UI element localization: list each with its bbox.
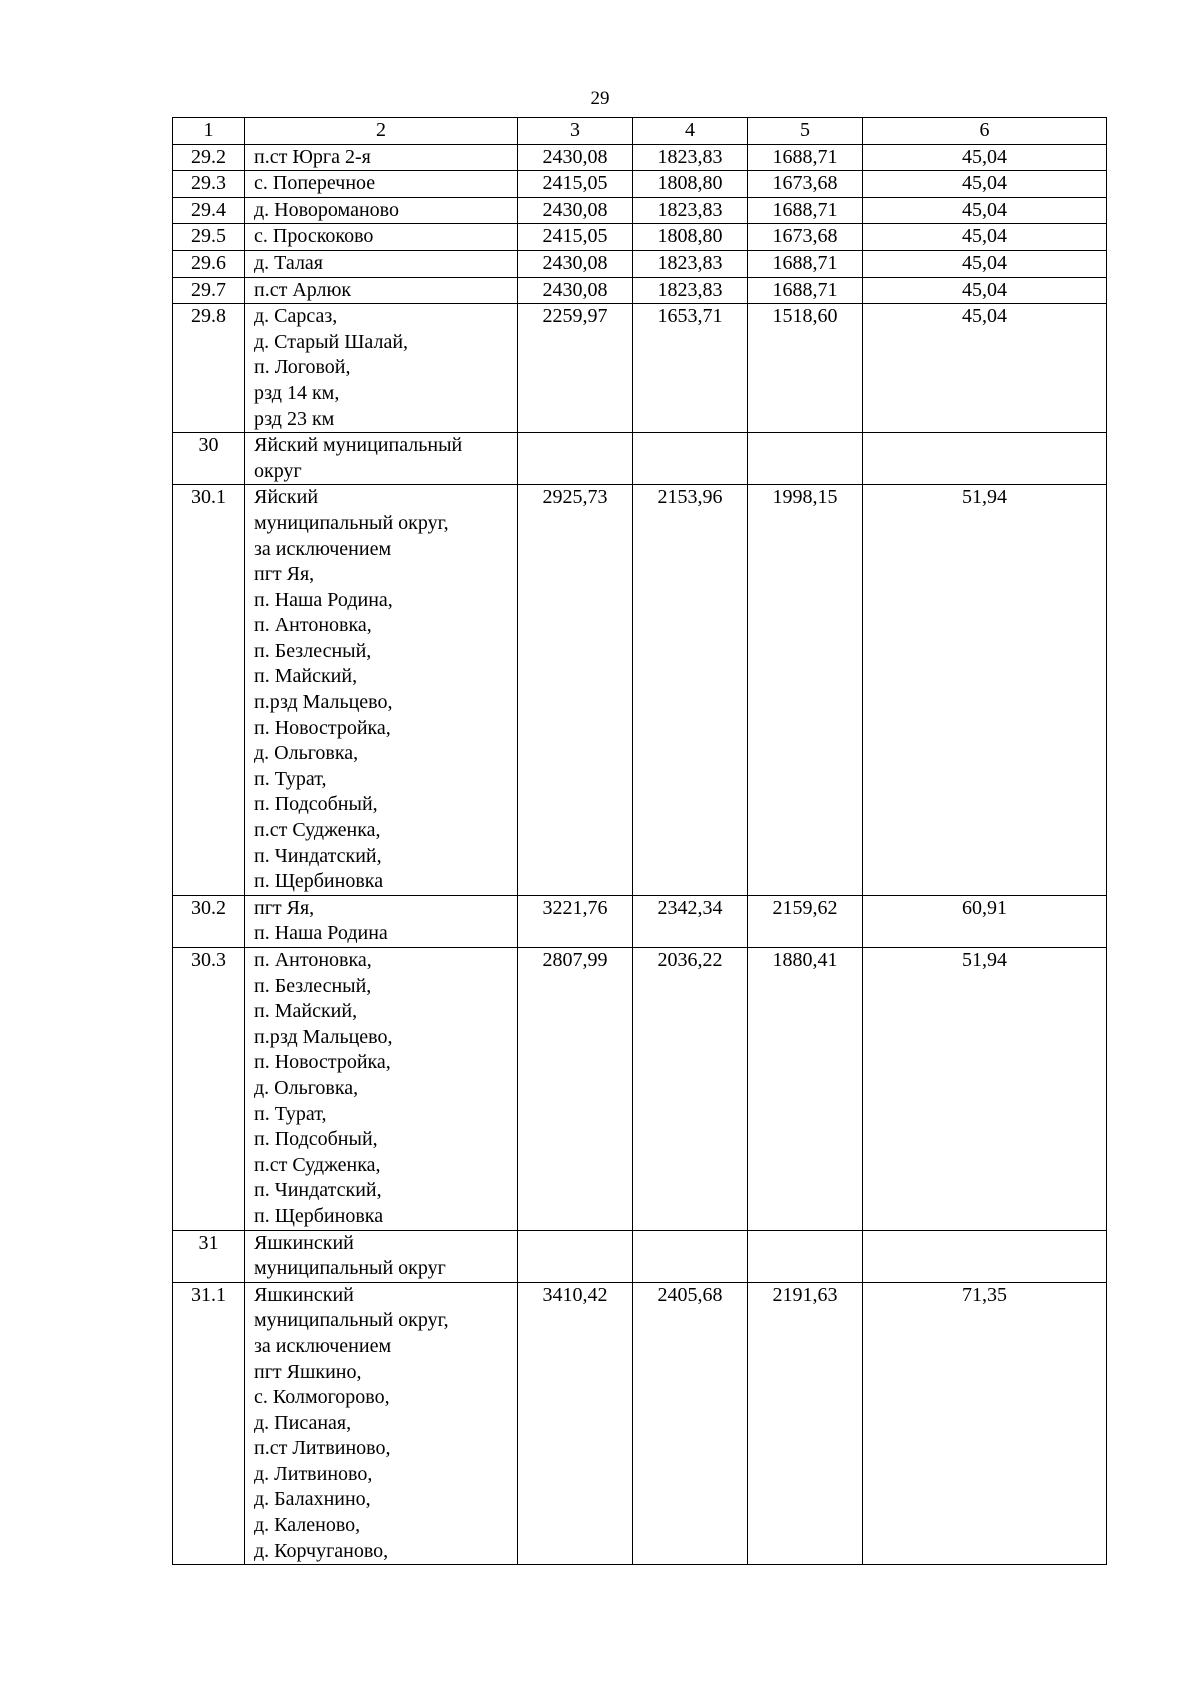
locality-line: Яшкинский	[254, 1231, 354, 1254]
value-cell-c6: 51,94	[863, 948, 1107, 1231]
table-row	[173, 433, 1107, 485]
value-cell-c6: 45,04	[863, 197, 1107, 224]
value-cell-c6: 71,35	[863, 1282, 1107, 1565]
value-cell-c5: 2159,62	[748, 895, 863, 947]
table-row	[173, 171, 1107, 198]
locality-line: п.ст Литвиново,	[254, 1437, 391, 1460]
table-row	[173, 485, 1107, 896]
row-number-cell: 29.8	[173, 304, 245, 433]
tariff-table	[172, 117, 1107, 1565]
value-cell-c3: 2430,08	[518, 250, 633, 277]
value-cell-c5: 1673,68	[748, 224, 863, 251]
locality-cell	[245, 144, 518, 171]
locality-line: за исключением	[254, 537, 392, 560]
locality-line: п. Наша Родина,	[254, 588, 393, 611]
column-header-3: 3	[518, 118, 633, 145]
value-cell-c5: 1688,71	[748, 144, 863, 171]
locality-line: п. Логовой,	[254, 356, 351, 379]
table-row	[173, 1230, 1107, 1282]
table-header-row	[173, 118, 1107, 145]
row-number-cell: 29.2	[173, 144, 245, 171]
table-row	[173, 277, 1107, 304]
locality-line: п. Турат,	[254, 1102, 327, 1125]
value-cell-c3: 2430,08	[518, 197, 633, 224]
locality-line: д. Ольговка,	[254, 1076, 359, 1099]
value-cell-c3: 2430,08	[518, 277, 633, 304]
table-row	[173, 1282, 1107, 1565]
table-row	[173, 224, 1107, 251]
value-cell-c5	[748, 433, 863, 485]
locality-line: д. Талая	[254, 251, 324, 274]
column-header-6: 6	[863, 118, 1107, 145]
locality-line: д. Новороманово	[254, 198, 399, 221]
locality-line: муниципальный округ,	[254, 1309, 449, 1332]
row-number-cell: 29.5	[173, 224, 245, 251]
locality-line: Яйский	[254, 486, 319, 509]
locality-cell	[245, 948, 518, 1231]
value-cell-c4	[633, 433, 748, 485]
locality-line: пгт Яя,	[254, 563, 315, 586]
locality-cell	[245, 895, 518, 947]
locality-line: п. Новостройка,	[254, 716, 391, 739]
locality-cell	[245, 1282, 518, 1565]
value-cell-c6	[863, 433, 1107, 485]
value-cell-c5: 1673,68	[748, 171, 863, 198]
locality-line: п. Подсобный,	[254, 1128, 378, 1151]
locality-cell	[245, 304, 518, 433]
locality-line: д. Ольговка,	[254, 742, 359, 765]
value-cell-c6: 45,04	[863, 277, 1107, 304]
locality-cell	[245, 485, 518, 896]
locality-line: п. Антоновка,	[254, 949, 372, 971]
value-cell-c5	[748, 1230, 863, 1282]
value-cell-c5: 1688,71	[748, 197, 863, 224]
value-cell-c5: 1998,15	[748, 485, 863, 896]
locality-cell	[245, 250, 518, 277]
value-cell-c6: 45,04	[863, 304, 1107, 433]
value-cell-c5: 1688,71	[748, 250, 863, 277]
value-cell-c3: 3221,76	[518, 895, 633, 947]
value-cell-c4: 1823,83	[633, 197, 748, 224]
page-number: 29	[590, 88, 610, 109]
locality-line: д. Балахнино,	[254, 1488, 371, 1511]
value-cell-c3: 2259,97	[518, 304, 633, 433]
row-number-cell: 31	[173, 1230, 245, 1282]
locality-cell	[245, 224, 518, 251]
locality-line: д. Каленово,	[254, 1514, 361, 1537]
locality-line: с. Колмогорово,	[254, 1386, 390, 1409]
locality-cell	[245, 197, 518, 224]
value-cell-c3	[518, 1230, 633, 1282]
locality-cell	[245, 1230, 518, 1282]
locality-line: п.ст Юрга 2-я	[254, 145, 371, 168]
value-cell-c6: 51,94	[863, 485, 1107, 896]
locality-line: д. Корчуганово,	[254, 1539, 389, 1562]
locality-line: Яйский муниципальный	[254, 434, 463, 457]
locality-line: округ	[254, 459, 302, 482]
locality-line: за исключением	[254, 1334, 392, 1357]
value-cell-c5: 1688,71	[748, 277, 863, 304]
row-number-cell: 29.7	[173, 277, 245, 304]
value-cell-c3: 2807,99	[518, 948, 633, 1231]
value-cell-c4: 1823,83	[633, 250, 748, 277]
table-row	[173, 948, 1107, 1231]
locality-line: д. Писаная,	[254, 1411, 352, 1434]
value-cell-c6: 60,91	[863, 895, 1107, 947]
value-cell-c6: 45,04	[863, 171, 1107, 198]
row-number-cell: 30.2	[173, 895, 245, 947]
row-number-cell: 31.1	[173, 1282, 245, 1565]
value-cell-c6: 45,04	[863, 224, 1107, 251]
locality-line: п. Щербиновка	[254, 1204, 384, 1227]
value-cell-c6: 45,04	[863, 250, 1107, 277]
locality-cell	[245, 433, 518, 485]
table-row	[173, 144, 1107, 171]
locality-line: муниципальный округ	[254, 1257, 446, 1280]
value-cell-c6	[863, 1230, 1107, 1282]
value-cell-c4: 2342,34	[633, 895, 748, 947]
table-row	[173, 197, 1107, 224]
locality-line: п.ст Судженка,	[254, 819, 381, 842]
row-number-cell: 29.6	[173, 250, 245, 277]
row-number-cell: 30	[173, 433, 245, 485]
locality-line: п. Новостройка,	[254, 1051, 391, 1074]
table-row	[173, 304, 1107, 433]
column-header-1: 1	[173, 118, 245, 145]
value-cell-c3	[518, 433, 633, 485]
locality-line: п. Безлесный,	[254, 974, 372, 997]
locality-line: п.ст Арлюк	[254, 278, 352, 301]
row-number-cell: 30.1	[173, 485, 245, 896]
value-cell-c3: 2430,08	[518, 144, 633, 171]
table-row	[173, 250, 1107, 277]
row-number-cell: 29.4	[173, 197, 245, 224]
value-cell-c4: 1823,83	[633, 144, 748, 171]
value-cell-c3: 3410,42	[518, 1282, 633, 1565]
value-cell-c3: 2415,05	[518, 171, 633, 198]
column-header-5: 5	[748, 118, 863, 145]
value-cell-c5: 1880,41	[748, 948, 863, 1231]
locality-line: Яшкинский	[254, 1283, 354, 1306]
locality-line: п. Подсобный,	[254, 793, 378, 816]
value-cell-c6: 45,04	[863, 144, 1107, 171]
locality-line: пгт Яя,	[254, 896, 315, 919]
row-number-cell: 29.3	[173, 171, 245, 198]
locality-line: д. Старый Шалай,	[254, 330, 409, 353]
row-number-cell: 30.3	[173, 948, 245, 1231]
value-cell-c4: 1808,80	[633, 171, 748, 198]
locality-line: рзд 23 км	[254, 407, 335, 430]
value-cell-c4: 1823,83	[633, 277, 748, 304]
value-cell-c4: 2405,68	[633, 1282, 748, 1565]
locality-line: п. Майский,	[254, 1000, 358, 1023]
value-cell-c4: 1808,80	[633, 224, 748, 251]
locality-line: пгт Яшкино,	[254, 1360, 362, 1383]
locality-line: п. Чиндатский,	[254, 844, 382, 867]
locality-line: п.рзд Мальцево,	[254, 1025, 393, 1048]
locality-line: д. Сарсаз,	[254, 305, 338, 328]
locality-line: с. Проскоково	[254, 225, 374, 248]
table-row	[173, 895, 1107, 947]
table-body	[173, 118, 1107, 1565]
locality-line: п. Щербиновка	[254, 870, 384, 893]
value-cell-c4	[633, 1230, 748, 1282]
column-header-2: 2	[245, 118, 518, 145]
locality-line: д. Литвиново,	[254, 1462, 373, 1485]
locality-line: п. Чиндатский,	[254, 1179, 382, 1202]
column-header-4: 4	[633, 118, 748, 145]
locality-line: п. Майский,	[254, 665, 358, 688]
locality-cell	[245, 277, 518, 304]
locality-line: муниципальный округ,	[254, 511, 449, 534]
locality-line: рзд 14 км,	[254, 381, 340, 404]
locality-line: п. Наша Родина	[254, 922, 388, 945]
value-cell-c4: 2153,96	[633, 485, 748, 896]
value-cell-c5: 2191,63	[748, 1282, 863, 1565]
locality-line: п. Антоновка,	[254, 614, 372, 637]
locality-line: п.ст Судженка,	[254, 1153, 381, 1176]
locality-line: с. Поперечное	[254, 172, 376, 195]
locality-line: п. Безлесный,	[254, 639, 372, 662]
value-cell-c5: 1518,60	[748, 304, 863, 433]
value-cell-c4: 2036,22	[633, 948, 748, 1231]
locality-line: п. Турат,	[254, 767, 327, 790]
locality-line: п.рзд Мальцево,	[254, 691, 393, 714]
locality-cell	[245, 171, 518, 198]
value-cell-c3: 2415,05	[518, 224, 633, 251]
value-cell-c3: 2925,73	[518, 485, 633, 896]
value-cell-c4: 1653,71	[633, 304, 748, 433]
